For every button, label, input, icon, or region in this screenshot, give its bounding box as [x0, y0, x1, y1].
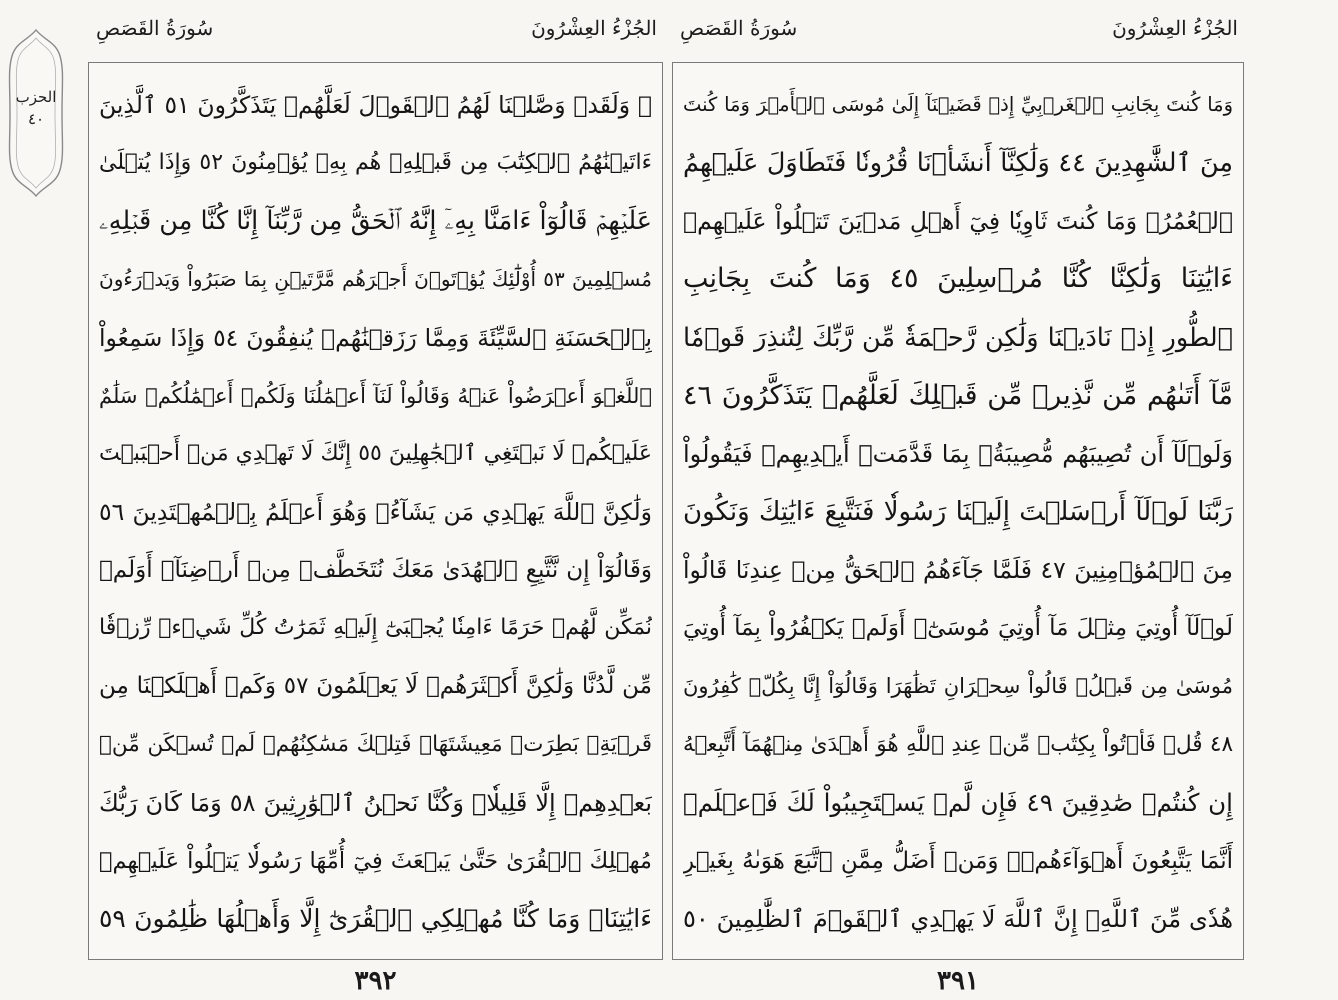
left-page-number: ٣٩٢	[354, 966, 397, 996]
right-page-text-frame	[672, 62, 1244, 960]
hizb-marker	[4, 28, 68, 198]
hizb-label: الحزب	[15, 88, 57, 106]
verse-line: مُسۡلِمِينَ ٥٣ أُوْلَٰٓئِكَ يُؤۡتَوۡنَ أَجۡرَهُم مَّرَّتَيۡنِ بِمَا صَبَرُواْ وَيَدۡرَءُونَ	[99, 267, 652, 292]
verse-line: نُمَكِّن لَّهُمۡ حَرَمًا ءَامِنٗا يُجۡبَىٰٓ إِلَيۡهِ ثَمَرَٰتُ كُلِّ شَيۡءٖ رِّزۡقٗا	[99, 615, 652, 641]
verse-line: ٤٨ قُلۡ فَأۡتُواْ بِكِتَٰبٖ مِّنۡ عِندِ ٱللَّهِ هُوَ أَهۡدَىٰ مِنۡهُمَآ أَتَّبِعۡهُ	[683, 731, 1233, 757]
verse-line: عَلَيۡهِمۡ قَالُوٓاْ ءَامَنَّا بِهِۦٓ إِنَّهُ ٱلۡحَقُّ مِن رَّبِّنَآ إِنَّا كُنَّا مِن قَبۡلِهِۦ	[99, 206, 652, 237]
verse-line: مَّآ أَتَىٰهُم مِّن نَّذِيرٖ مِّن قَبۡلِكَ لَعَلَّهُمۡ يَتَذَكَّرُونَ ٤٦	[683, 379, 1233, 411]
left-page-header	[88, 16, 663, 52]
verse-line: ۞ وَلَقَدۡ وَصَّلۡنَا لَهُمُ ٱلۡقَوۡلَ لَعَلَّهُمۡ يَتَذَكَّرُونَ ٥١ ٱلَّذِينَ	[99, 91, 652, 119]
right-page-number: ٣٩١	[937, 966, 979, 996]
verse-line: مِنَ ٱلشَّٰهِدِينَ ٤٤ وَلَٰكِنَّآ أَنشَأۡنَا قُرُونٗا فَتَطَاوَلَ عَلَيۡهِمُ	[683, 148, 1233, 179]
verse-line: رَبَّنَا لَوۡلَآ أَرۡسَلۡتَ إِلَيۡنَا رَسُولٗا فَنَتَّبِعَ ءَايَٰتِكَ وَنَكُونَ	[683, 496, 1233, 527]
verse-line: قَرۡيَةِۭ بَطِرَتۡ مَعِيشَتَهَاۖ فَتِلۡكَ مَسَٰكِنُهُمۡ لَمۡ تُسۡكَن مِّنۢ	[99, 731, 652, 757]
verse-line: ءَايَٰتِنَاۚ وَمَا كُنَّا مُهۡلِكِي ٱلۡقُرَىٰٓ إِلَّا وَأَهۡلُهَا ظَٰلِمُونَ ٥٩	[99, 903, 652, 933]
verse-line: بِٱلۡحَسَنَةِ ٱلسَّيِّئَةَ وَمِمَّا رَزَقۡنَٰهُمۡ يُنفِقُونَ ٥٤ وَإِذَا سَمِعُواْ	[99, 323, 652, 352]
verse-line: عَلَيۡكُمۡ لَا نَبۡتَغِي ٱلۡجَٰهِلِينَ ٥٥ إِنَّكَ لَا تَهۡدِي مَنۡ أَحۡبَبۡتَ	[99, 440, 652, 466]
right-page-header	[672, 16, 1244, 52]
verse-line: إِن كُنتُمۡ صَٰدِقِينَ ٤٩ فَإِن لَّمۡ يَسۡتَجِيبُواْ لَكَ فَٱعۡلَمۡ	[683, 787, 1233, 817]
left-page-lines	[99, 75, 652, 947]
left-page-text-frame	[88, 62, 663, 960]
verse-line: وَلَٰكِنَّ ٱللَّهَ يَهۡدِي مَن يَشَآءُۚ وَهُوَ أَعۡلَمُ بِٱلۡمُهۡتَدِينَ ٥٦	[99, 497, 652, 526]
verse-line: ٱلطُّورِ إِذۡ نَادَيۡنَا وَلَٰكِن رَّحۡمَةٗ مِّن رَّبِّكَ لِتُنذِرَ قَوۡمٗا	[683, 322, 1233, 353]
verse-line: هُدٗى مِّنَ ٱللَّهِۚ إِنَّ ٱللَّهَ لَا يَهۡدِي ٱلۡقَوۡمَ ٱلظَّٰلِمِينَ ٥٠	[683, 904, 1233, 933]
verse-line: ٱلۡعُمُرُۚ وَمَا كُنتَ ثَاوِيٗا فِيٓ أَهۡلِ مَدۡيَنَ تَتۡلُواْ عَلَيۡهِمۡ	[683, 207, 1233, 236]
hizb-number: ٤٠	[27, 110, 45, 128]
surah-name-header: سُورَةُ القَصَصِ	[680, 16, 798, 40]
surah-name-header: سُورَةُ القَصَصِ	[96, 16, 214, 40]
verse-line: ءَاتَيۡنَٰهُمُ ٱلۡكِتَٰبَ مِن قَبۡلِهِۦ هُم بِهِۦ يُؤۡمِنُونَ ٥٢ وَإِذَا يُتۡلَىٰ	[99, 150, 652, 176]
verse-line: لَوۡلَآ أُوتِيَ مِثۡلَ مَآ أُوتِيَ مُوسَىٰٓۚ أَوَلَمۡ يَكۡفُرُواْ بِمَآ أُوتِيَ	[683, 615, 1233, 642]
verse-line: مِّن لَّدُنَّا وَلَٰكِنَّ أَكۡثَرَهُمۡ لَا يَعۡلَمُونَ ٥٧ وَكَمۡ أَهۡلَكۡنَا مِن	[99, 673, 652, 700]
verse-line: مُوسَىٰ مِن قَبۡلُۖ قَالُواْ سِحۡرَانِ تَظَٰهَرَا وَقَالُوٓاْ إِنَّا بِكُلّٖ كَٰفِرُونَ	[683, 674, 1233, 699]
verse-line: بَعۡدِهِمۡ إِلَّا قَلِيلٗاۖ وَكُنَّا نَحۡنُ ٱلۡوَٰرِثِينَ ٥٨ وَمَا كَانَ رَبُّكَ	[99, 788, 652, 817]
right-page	[672, 0, 1244, 1000]
juz-name-header: الجُزْءُ العِشْرُونَ	[1112, 16, 1238, 40]
verse-line: مُهۡلِكَ ٱلۡقُرَىٰ حَتَّىٰ يَبۡعَثَ فِيٓ أُمِّهَا رَسُولٗا يَتۡلُواْ عَلَيۡهِمۡ	[99, 847, 652, 874]
verse-line: وَقَالُوٓاْ إِن نَّتَّبِعِ ٱلۡهُدَىٰ مَعَكَ نُتَخَطَّفۡ مِنۡ أَرۡضِنَآۚ أَوَلَمۡ	[99, 557, 652, 584]
verse-line: أَنَّمَا يَتَّبِعُونَ أَهۡوَآءَهُمۡۚ وَمَنۡ أَضَلُّ مِمَّنِ ٱتَّبَعَ هَوَىٰهُ بِغَيۡرِ	[683, 847, 1233, 874]
verse-line: وَلَوۡلَآ أَن تُصِيبَهُم مُّصِيبَةُۢ بِمَا قَدَّمَتۡ أَيۡدِيهِمۡ فَيَقُولُواْ	[683, 439, 1233, 468]
verse-line: ٱللَّغۡوَ أَعۡرَضُواْ عَنۡهُ وَقَالُواْ لَنَآ أَعۡمَٰلُنَا وَلَكُمۡ أَعۡمَٰلُكُمۡ سَلَٰمٌ	[99, 383, 652, 408]
juz-name-header: الجُزْءُ العِشْرُونَ	[531, 16, 657, 40]
right-page-lines	[683, 75, 1233, 947]
verse-line: وَمَا كُنتَ بِجَانِبِ ٱلۡغَرۡبِيِّ إِذۡ قَضَيۡنَآ إِلَىٰ مُوسَى ٱلۡأَمۡرَ وَمَا كُنتَ	[683, 93, 1233, 116]
verse-line: ءَايَٰتِنَا وَلَٰكِنَّا كُنَّا مُرۡسِلِينَ ٤٥ وَمَا كُنتَ بِجَانِبِ	[683, 263, 1233, 295]
verse-line: مِنَ ٱلۡمُؤۡمِنِينَ ٤٧ فَلَمَّا جَآءَهُمُ ٱلۡحَقُّ مِنۡ عِندِنَا قَالُواْ	[683, 556, 1233, 585]
left-page	[88, 0, 663, 1000]
